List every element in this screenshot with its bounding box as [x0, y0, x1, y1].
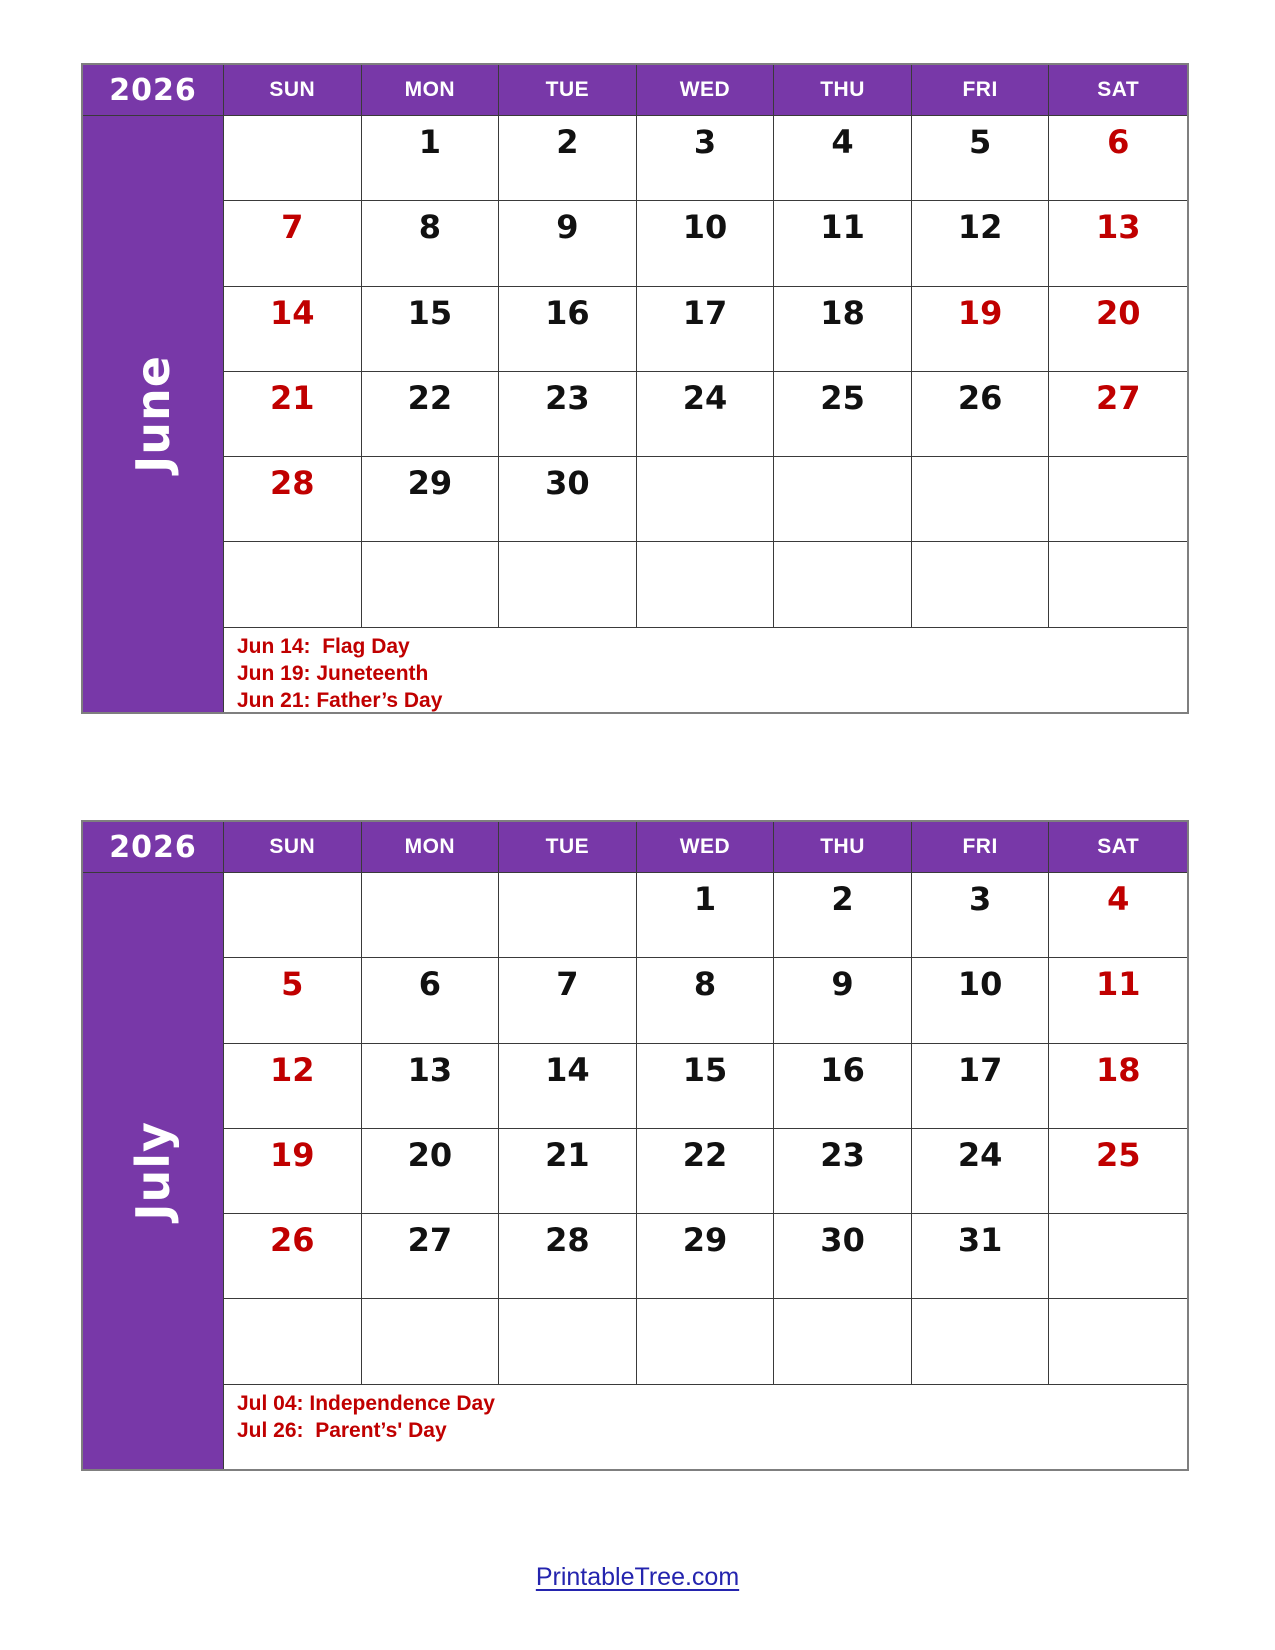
date-cell: 13 — [1049, 201, 1187, 286]
empty-cell — [224, 116, 362, 201]
weekday-header-sat: SAT — [1049, 822, 1187, 873]
empty-cell — [637, 1299, 775, 1384]
empty-cell — [224, 1299, 362, 1384]
date-cell: 4 — [774, 116, 912, 201]
date-cell: 27 — [1049, 372, 1187, 457]
date-cell: 12 — [224, 1044, 362, 1129]
weekday-header-fri: FRI — [912, 65, 1050, 116]
year-label: 2026 — [83, 822, 224, 873]
date-cell: 11 — [774, 201, 912, 286]
weekday-header-sun: SUN — [224, 65, 362, 116]
date-cell: 10 — [637, 201, 775, 286]
empty-cell — [1049, 1214, 1187, 1299]
month-sidebar — [83, 116, 224, 712]
date-cell: 7 — [224, 201, 362, 286]
date-cell: 8 — [637, 958, 775, 1043]
date-cell: 21 — [224, 372, 362, 457]
date-cell: 18 — [1049, 1044, 1187, 1129]
date-cell: 15 — [362, 287, 500, 372]
holiday-note: Jul 26: Parent’s' Day — [237, 1418, 447, 1442]
footer — [0, 1563, 1275, 1592]
empty-cell — [912, 542, 1050, 627]
date-cell: 26 — [912, 372, 1050, 457]
date-cell: 25 — [1049, 1129, 1187, 1214]
empty-cell — [637, 542, 775, 627]
date-cell: 9 — [774, 958, 912, 1043]
month-label: July — [126, 1121, 180, 1221]
weekday-header-mon: MON — [362, 65, 500, 116]
weekday-header-thu: THU — [774, 822, 912, 873]
empty-cell — [1049, 1299, 1187, 1384]
holiday-notes — [224, 1385, 1187, 1469]
empty-cell — [774, 542, 912, 627]
date-cell: 15 — [637, 1044, 775, 1129]
date-cell: 1 — [362, 116, 500, 201]
date-cell: 7 — [499, 958, 637, 1043]
weekday-header-tue: TUE — [499, 65, 637, 116]
date-cell: 29 — [637, 1214, 775, 1299]
calendar-july — [81, 820, 1189, 1471]
weekday-header-mon: MON — [362, 822, 500, 873]
empty-cell — [774, 1299, 912, 1384]
holiday-note: Jun 21: Father’s Day — [237, 688, 443, 712]
weekday-header-thu: THU — [774, 65, 912, 116]
date-cell: 12 — [912, 201, 1050, 286]
date-cell: 10 — [912, 958, 1050, 1043]
date-cell: 4 — [1049, 873, 1187, 958]
date-cell: 30 — [499, 457, 637, 542]
date-cell: 27 — [362, 1214, 500, 1299]
empty-cell — [1049, 457, 1187, 542]
date-cell: 19 — [912, 287, 1050, 372]
empty-cell — [637, 457, 775, 542]
weekday-header-tue: TUE — [499, 822, 637, 873]
date-cell: 6 — [1049, 116, 1187, 201]
date-cell: 8 — [362, 201, 500, 286]
empty-cell — [1049, 542, 1187, 627]
date-cell: 16 — [774, 1044, 912, 1129]
date-cell: 30 — [774, 1214, 912, 1299]
empty-cell — [499, 1299, 637, 1384]
date-cell: 24 — [912, 1129, 1050, 1214]
empty-cell — [774, 457, 912, 542]
date-cell: 5 — [912, 116, 1050, 201]
holiday-note: Jun 14: Flag Day — [237, 634, 410, 658]
printabletree-link[interactable]: PrintableTree.com — [535, 1563, 740, 1591]
month-sidebar — [83, 873, 224, 1469]
date-cell: 31 — [912, 1214, 1050, 1299]
empty-cell — [362, 873, 500, 958]
holiday-notes — [224, 628, 1187, 712]
holiday-note: Jul 04: Independence Day — [237, 1391, 495, 1415]
date-cell: 20 — [1049, 287, 1187, 372]
date-cell: 6 — [362, 958, 500, 1043]
date-cell: 28 — [224, 457, 362, 542]
date-cell: 22 — [637, 1129, 775, 1214]
holiday-note: Jun 19: Juneteenth — [237, 661, 429, 685]
month-label: June — [126, 354, 180, 473]
empty-cell — [912, 457, 1050, 542]
date-cell: 17 — [912, 1044, 1050, 1129]
weekday-header-wed: WED — [637, 65, 775, 116]
date-cell: 18 — [774, 287, 912, 372]
date-cell: 19 — [224, 1129, 362, 1214]
empty-cell — [224, 542, 362, 627]
empty-cell — [912, 1299, 1050, 1384]
date-cell: 26 — [224, 1214, 362, 1299]
weekday-header-fri: FRI — [912, 822, 1050, 873]
weekday-header-sun: SUN — [224, 822, 362, 873]
date-cell: 11 — [1049, 958, 1187, 1043]
date-cell: 13 — [362, 1044, 500, 1129]
date-cell: 2 — [499, 116, 637, 201]
date-cell: 29 — [362, 457, 500, 542]
date-cell: 14 — [224, 287, 362, 372]
date-cell: 20 — [362, 1129, 500, 1214]
date-cell: 3 — [912, 873, 1050, 958]
empty-cell — [499, 542, 637, 627]
date-cell: 25 — [774, 372, 912, 457]
date-cell: 28 — [499, 1214, 637, 1299]
date-cell: 2 — [774, 873, 912, 958]
date-cell: 22 — [362, 372, 500, 457]
date-cell: 23 — [774, 1129, 912, 1214]
empty-cell — [499, 873, 637, 958]
date-cell: 17 — [637, 287, 775, 372]
date-cell: 24 — [637, 372, 775, 457]
empty-cell — [362, 542, 500, 627]
year-label: 2026 — [83, 65, 224, 116]
empty-cell — [224, 873, 362, 958]
weekday-header-sat: SAT — [1049, 65, 1187, 116]
date-cell: 21 — [499, 1129, 637, 1214]
date-cell: 16 — [499, 287, 637, 372]
date-cell: 3 — [637, 116, 775, 201]
date-cell: 14 — [499, 1044, 637, 1129]
date-cell: 23 — [499, 372, 637, 457]
empty-cell — [362, 1299, 500, 1384]
calendar-june — [81, 63, 1189, 714]
date-cell: 1 — [637, 873, 775, 958]
weekday-header-wed: WED — [637, 822, 775, 873]
date-cell: 9 — [499, 201, 637, 286]
date-cell: 5 — [224, 958, 362, 1043]
